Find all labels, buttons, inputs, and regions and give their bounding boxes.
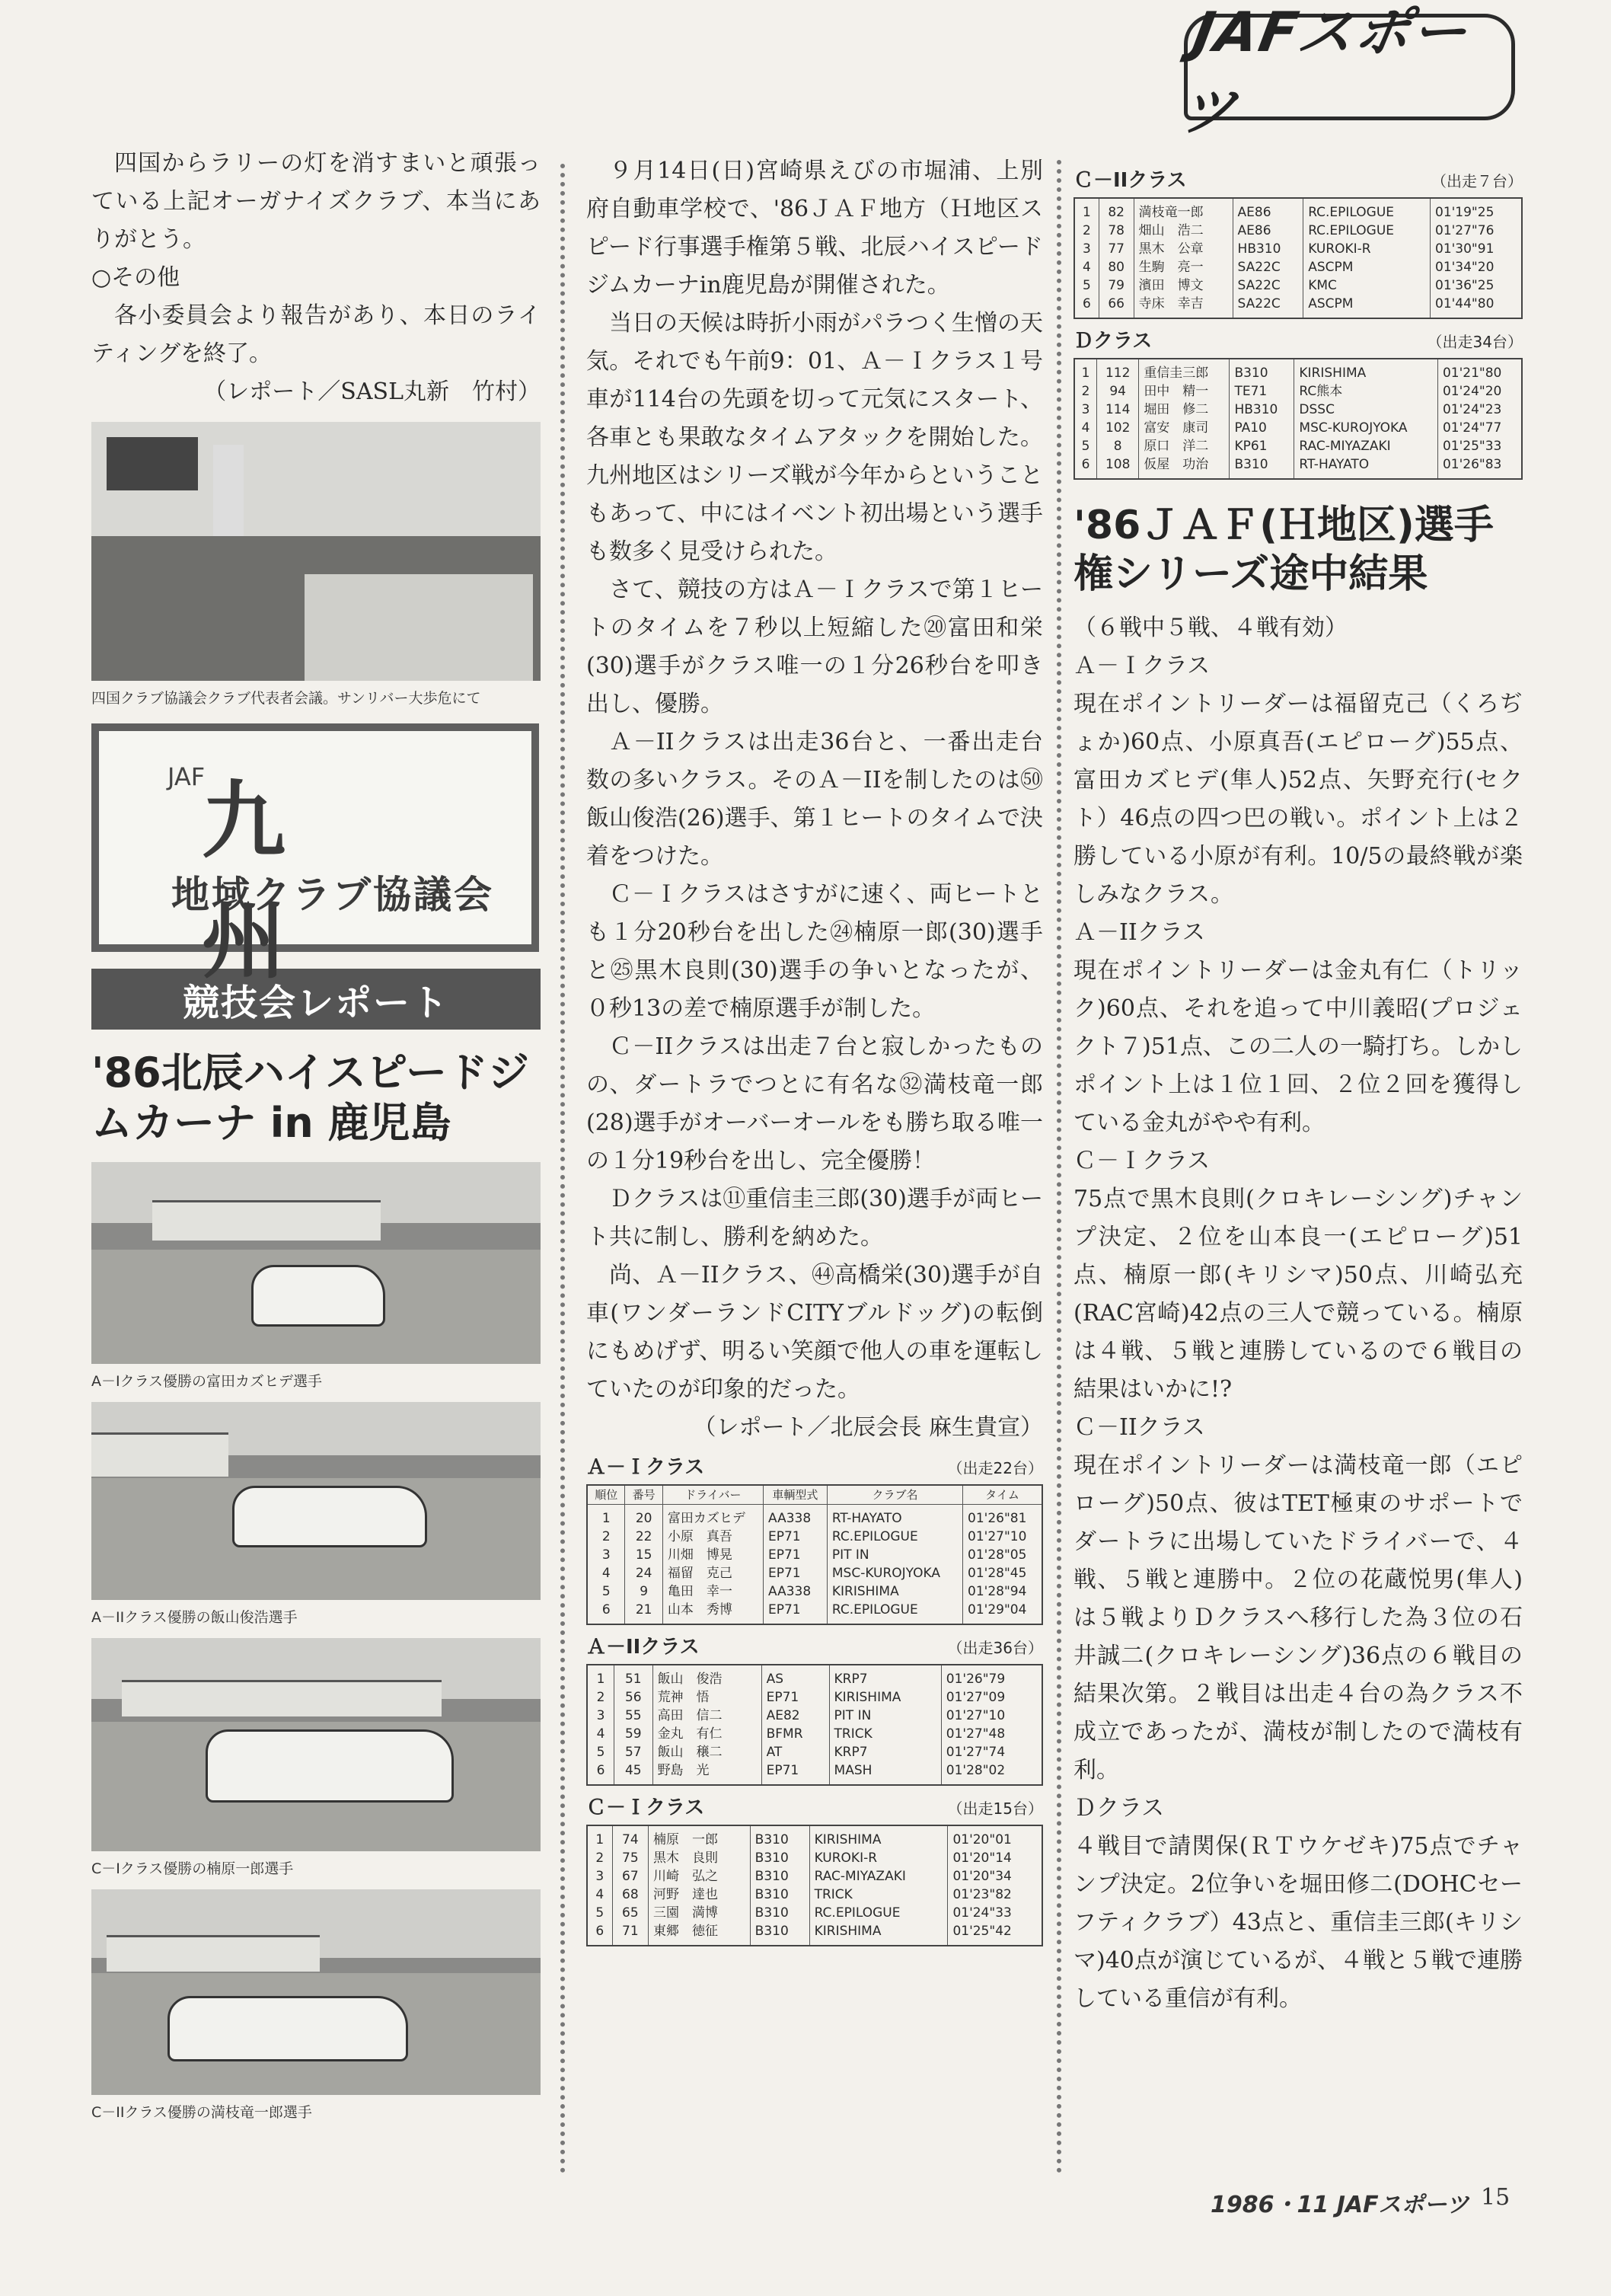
column-header: クラブ名	[827, 1485, 962, 1505]
results-table	[586, 1484, 1043, 1625]
table-cell: ASCPM	[1303, 295, 1431, 318]
table-cell: 9	[625, 1582, 662, 1601]
table-cell: HB310	[1230, 401, 1294, 419]
table-cell: 108	[1097, 455, 1139, 479]
table-cell: RC.EPILOGUE	[1303, 198, 1431, 222]
table-cell: 24	[625, 1564, 662, 1582]
table-cell: TRICK	[809, 1886, 948, 1904]
table-row	[1074, 455, 1522, 479]
table-title: Ｃ－Ｉクラス	[586, 1796, 705, 1819]
class-heading: Ｄクラス	[1073, 1795, 1165, 1822]
table-cell: 6	[1074, 455, 1097, 479]
table-cell: 6	[587, 1922, 612, 1946]
table-cell: RAC-MIYAZAKI	[809, 1867, 948, 1886]
series-headline: '86ＪＡＦ(Ｈ地区)選手権シリーズ途中結果	[1073, 503, 1494, 597]
kyushu-council-box	[91, 723, 539, 990]
table-cell: 112	[1097, 359, 1139, 382]
table-cell: 川崎 弘之	[648, 1867, 750, 1886]
table-cell: SA22C	[1233, 258, 1303, 276]
table-cell: RT-HAYATO	[827, 1505, 962, 1528]
kyushu-title: 九州	[202, 772, 377, 990]
table-cell: 01'27"10	[941, 1707, 1042, 1725]
table-row	[1074, 401, 1522, 419]
table-cell: 東郷 徳征	[648, 1922, 750, 1946]
table-cell: 01'26"79	[941, 1665, 1042, 1688]
table-cell: 57	[614, 1743, 653, 1761]
table-cell: 01'20"34	[948, 1867, 1042, 1886]
table-cell: RC.EPILOGUE	[827, 1528, 962, 1546]
table-cell: 66	[1099, 295, 1134, 318]
table-cell: 3	[587, 1867, 612, 1886]
table-title: Ａ－IIクラス	[586, 1636, 700, 1659]
paragraph: ９月14日(日)宮崎県えびの市堀浦、上別府自動車学校で、'86ＪＡＦ地方（Ｈ地区スピード行事選手権第５戦、北辰ハイスピードジムカーナin鹿児島が開催された。	[586, 158, 1043, 299]
table-cell: B310	[750, 1904, 809, 1922]
jaf-vertical-label: JAF	[167, 762, 206, 791]
table-cell: KRP7	[829, 1665, 941, 1688]
table-cell: RC.EPILOGUE	[827, 1601, 962, 1624]
table-row	[587, 1867, 1042, 1886]
table-cell: 01'26"83	[1437, 455, 1522, 479]
table-cell: 原口 洋二	[1139, 437, 1230, 455]
table-cell: RT-HAYATO	[1294, 455, 1438, 479]
table-cell: 福留 克己	[662, 1564, 763, 1582]
table-cell: 田中 精一	[1139, 382, 1230, 401]
right-column	[1073, 160, 1523, 2018]
table-cell: AE86	[1233, 222, 1303, 240]
table-cell: MSC-KUROJYOKA	[1294, 419, 1438, 437]
table-row	[1074, 258, 1522, 276]
class-heading: Ｃ－IIクラス	[1073, 1414, 1205, 1441]
table-cell: 65	[612, 1904, 648, 1922]
table-row	[587, 1922, 1042, 1946]
table-cell: 6	[587, 1761, 614, 1785]
paragraph: Ｄクラスは⑪重信圭三郎(30)選手が両ヒート共に制し、勝利を納めた。	[586, 1186, 1043, 1250]
table-cell: 01'24"23	[1437, 401, 1522, 419]
table-cell: 6	[587, 1601, 625, 1624]
table-cell: B310	[750, 1849, 809, 1867]
table-cell: 小原 真吾	[662, 1528, 763, 1546]
paragraph: Ａ－IIクラスは出走36台と、一番出走台数の多いクラス。そのＡ－IIを制したのは㊿飯山俊浩(26)選手、第１ヒートのタイムで決着をつけた。	[586, 729, 1043, 870]
table-cell: KIRISHIMA	[829, 1688, 941, 1707]
table-cell: 3	[587, 1546, 625, 1564]
table-cell: 1	[1074, 198, 1099, 222]
section-bar: 競技会レポート	[91, 969, 541, 1030]
paragraph: 75点で黒木良則(クロキレーシング)チャンプ決定、２位を山本良一(エピローグ)51点、楠原一郎(キリシマ)50点、川崎弘充(RAC宮崎)42点の三人で競っている。楠原は４戦、５戦と連勝しているので６戦目の結果はいかに!?	[1073, 1186, 1523, 1403]
table-cell: 01'29"04	[963, 1601, 1042, 1624]
table-cell: 01'19"25	[1431, 198, 1523, 222]
table-row	[587, 1743, 1042, 1761]
photo-caption: A－Iクラス優勝の富田カズヒデ選手	[91, 1373, 323, 1390]
race-photo-a2	[91, 1402, 541, 1600]
table-cell: B310	[750, 1825, 809, 1849]
table-cell: PIT IN	[827, 1546, 962, 1564]
table-cell: 富田カズヒデ	[662, 1505, 763, 1528]
table-cell: 15	[625, 1546, 662, 1564]
table-cell: 01'27"74	[941, 1743, 1042, 1761]
photo-caption: A－IIクラス優勝の飯山俊浩選手	[91, 1609, 298, 1626]
table-cell: RC.EPILOGUE	[809, 1904, 948, 1922]
table-cell: HB310	[1233, 240, 1303, 258]
article-headline: '86北辰ハイスピードジムカーナ in 鹿児島	[91, 1049, 529, 1147]
table-cell: 金丸 有仁	[652, 1725, 761, 1743]
paragraph: 現在ポイントリーダーは福留克己（くろぢょか)60点、小原真吾(エピローグ)55点、富田カズヒデ(隼人)52点、矢野充行(セクト）46点の四つ巴の戦い。ポイント上は２勝している小原が有利。10/5の最終戦が楽しみなクラス。	[1073, 691, 1523, 908]
table-row	[587, 1546, 1042, 1564]
table-title: Ｃ－IIクラス	[1073, 169, 1187, 192]
table-row	[1074, 419, 1522, 437]
table-cell: 5	[587, 1743, 614, 1761]
table-cell: 黒木 公章	[1134, 240, 1233, 258]
table-cell: 56	[614, 1688, 653, 1707]
table-cell: 3	[1074, 240, 1099, 258]
table-row	[587, 1688, 1042, 1707]
table-cell: 生駒 亮一	[1134, 258, 1233, 276]
middle-column	[586, 152, 1043, 1953]
table-cell: 78	[1099, 222, 1134, 240]
results-table-c2	[1073, 164, 1523, 319]
race-photo-a1	[91, 1162, 541, 1364]
table-cell: EP71	[763, 1601, 827, 1624]
table-row	[587, 1505, 1042, 1528]
table-cell: AE86	[1233, 198, 1303, 222]
table-cell: RC熊本	[1294, 382, 1438, 401]
table-cell: MSC-KUROJYOKA	[827, 1564, 962, 1582]
table-row	[1074, 222, 1522, 240]
photo-caption: 四国クラブ協議会クラブ代表者会議。サンリバー大歩危にて	[91, 690, 481, 707]
table-cell: PIT IN	[829, 1707, 941, 1725]
table-row	[587, 1825, 1042, 1849]
column-header: 順位	[587, 1485, 625, 1505]
table-title: Ａ－Ｉクラス	[586, 1456, 705, 1479]
class-heading: Ａ－Ｉクラス	[1073, 653, 1211, 679]
table-cell: 4	[587, 1886, 612, 1904]
paragraph: 現在ポイントリーダーは金丸有仁（トリック)60点、それを追って中川義昭(プロジェクト７)51点、この二人の一騎打ち。しかしポイント上は１位１回、２位２回を獲得している金丸がやや有利。	[1073, 957, 1523, 1136]
table-cell: 仮屋 功治	[1139, 455, 1230, 479]
table-cell: 114	[1097, 401, 1139, 419]
table-entry-count: （出走22台）	[947, 1459, 1043, 1477]
table-cell: 4	[587, 1564, 625, 1582]
table-cell: PA10	[1230, 419, 1294, 437]
table-cell: 畑山 浩二	[1134, 222, 1233, 240]
table-cell: 山本 秀博	[662, 1601, 763, 1624]
table-cell: 2	[1074, 382, 1097, 401]
table-cell: B310	[750, 1922, 809, 1946]
table-cell: ASCPM	[1303, 258, 1431, 276]
table-cell: 01'34"20	[1431, 258, 1523, 276]
table-cell: 5	[587, 1904, 612, 1922]
table-cell: RAC-MIYAZAKI	[1294, 437, 1438, 455]
table-cell: AS	[761, 1665, 829, 1688]
table-row	[587, 1707, 1042, 1725]
series-body	[1073, 609, 1523, 2018]
table-row	[1074, 276, 1522, 295]
table-cell: 荒神 悟	[652, 1688, 761, 1707]
table-cell: 51	[614, 1665, 653, 1688]
table-row	[1074, 437, 1522, 455]
table-cell: 01'23"82	[948, 1886, 1042, 1904]
table-cell: 6	[1074, 295, 1099, 318]
class-heading: Ｃ－Ｉクラス	[1073, 1148, 1211, 1174]
table-cell: 94	[1097, 382, 1139, 401]
article-body	[586, 152, 1043, 1447]
table-cell: 2	[587, 1849, 612, 1867]
table-row	[1074, 382, 1522, 401]
table-cell: KIRISHIMA	[809, 1922, 948, 1946]
table-cell: 01'28"02	[941, 1761, 1042, 1785]
table-cell: 01'28"05	[963, 1546, 1042, 1564]
results-table-d	[1073, 325, 1523, 480]
table-cell: 102	[1097, 419, 1139, 437]
table-cell: KUROKI-R	[1303, 240, 1431, 258]
table-cell: AA338	[763, 1505, 827, 1528]
page-number: 15	[1481, 2184, 1511, 2211]
table-row	[587, 1904, 1042, 1922]
table-cell: EP71	[761, 1688, 829, 1707]
column-header: 車輌型式	[763, 1485, 827, 1505]
table-cell: TE71	[1230, 382, 1294, 401]
race-photo-c1	[91, 1638, 541, 1851]
table-row	[587, 1886, 1042, 1904]
table-cell: 74	[612, 1825, 648, 1849]
table-cell: KRP7	[829, 1743, 941, 1761]
logo-text: JAFスポーツ	[1174, 0, 1474, 143]
table-cell: 01'21"80	[1437, 359, 1522, 382]
table-cell: 2	[587, 1528, 625, 1546]
results-table	[1073, 197, 1523, 319]
intro-text	[91, 145, 541, 411]
table-cell: 01'24"20	[1437, 382, 1522, 401]
table-cell: DSSC	[1294, 401, 1438, 419]
table-cell: 川畑 博晃	[662, 1546, 763, 1564]
table-cell: 68	[612, 1886, 648, 1904]
table-cell: 01'27"48	[941, 1725, 1042, 1743]
table-cell: 3	[587, 1707, 614, 1725]
table-cell: EP71	[763, 1546, 827, 1564]
paragraph: さて、競技の方はＡ－Ｉクラスで第１ヒートのタイムを７秒以上短縮した⑳富田和栄(30)選手がクラス唯一の１分26秒台を叩き出し、優勝。	[586, 576, 1043, 717]
table-entry-count: （出走15台）	[947, 1799, 1043, 1818]
paragraph: 現在ポイントリーダーは満枝竜一郎（エピローグ)50点、彼はTET極東のサポートでダートラに出場していたドライバーで、４戦、５戦と連勝中。２位の花蔵悦男(隼人)は５戦よりＤクラスへ移行した為３位の石井誠二(クロキレーシング)36点の６戦目の結果次第。２戦目は出走４台の為クラス不成立であったが、満枝が制したので満枝有利。	[1073, 1452, 1523, 1783]
table-cell: 富安 康司	[1139, 419, 1230, 437]
table-cell: EP71	[761, 1761, 829, 1785]
table-cell: 河野 達也	[648, 1886, 750, 1904]
results-table-a1	[586, 1451, 1043, 1625]
table-cell: 01'27"10	[963, 1528, 1042, 1546]
table-cell: 4	[1074, 258, 1099, 276]
table-cell: 1	[1074, 359, 1097, 382]
paragraph: 各小委員会より報告があり、本日のライティングを終了。	[91, 302, 541, 367]
table-cell: 1	[587, 1825, 612, 1849]
meeting-photo	[91, 422, 541, 681]
table-row	[1074, 359, 1522, 382]
table-row	[1074, 295, 1522, 318]
table-cell: 4	[1074, 419, 1097, 437]
table-row	[587, 1725, 1042, 1743]
table-row	[587, 1601, 1042, 1624]
table-cell: AE82	[761, 1707, 829, 1725]
column-header: 番号	[625, 1485, 662, 1505]
paragraph: （６戦中５戦、４戦有効）	[1073, 615, 1348, 641]
table-cell: 黒木 良則	[648, 1849, 750, 1867]
results-table	[1073, 358, 1523, 480]
paragraph: Ｃ－IIクラスは出走７台と寂しかったものの、ダートラでつとに有名な㉜満枝竜一郎(28)選手がオーバーオールをも勝ち取る唯一の１分19秒台を出し、完全優勝！	[586, 1033, 1043, 1174]
table-entry-count: （出走34台）	[1427, 333, 1523, 351]
issue-footer: 1986・11 JAFスポーツ	[1211, 2192, 1469, 2218]
table-cell: 01'20"14	[948, 1849, 1042, 1867]
table-cell: B310	[1230, 455, 1294, 479]
table-cell: 重信圭三郎	[1139, 359, 1230, 382]
table-title: Ｄクラス	[1073, 330, 1153, 353]
subheading: ○その他	[91, 264, 180, 291]
table-cell: 2	[587, 1688, 614, 1707]
paragraph: 四国からラリーの灯を消すまいと頑張っている上記オーガナイズクラブ、本当にありがとう。	[91, 150, 541, 253]
race-photo-c2	[91, 1889, 541, 2095]
table-cell: 寺床 幸吉	[1134, 295, 1233, 318]
results-table-a2	[586, 1631, 1043, 1786]
table-cell: B310	[750, 1886, 809, 1904]
table-cell: KMC	[1303, 276, 1431, 295]
photo-caption: C－Iクラス優勝の楠原一郎選手	[91, 1860, 294, 1877]
table-cell: KIRISHIMA	[809, 1825, 948, 1849]
table-cell: MASH	[829, 1761, 941, 1785]
jaf-sports-logo	[1174, 0, 1515, 143]
table-row	[587, 1528, 1042, 1546]
table-cell: 01'24"33	[948, 1904, 1042, 1922]
table-cell: 高田 信二	[652, 1707, 761, 1725]
column-header: ドライバー	[662, 1485, 763, 1505]
table-row	[587, 1665, 1042, 1688]
table-cell: 3	[1074, 401, 1097, 419]
table-cell: B310	[750, 1867, 809, 1886]
table-cell: 01'27"09	[941, 1688, 1042, 1707]
table-cell: 71	[612, 1922, 648, 1946]
table-cell: SA22C	[1233, 276, 1303, 295]
table-cell: 4	[587, 1725, 614, 1743]
table-cell: TRICK	[829, 1725, 941, 1743]
table-row	[587, 1761, 1042, 1785]
table-cell: 1	[587, 1505, 625, 1528]
table-cell: 8	[1097, 437, 1139, 455]
results-table	[586, 1664, 1043, 1786]
table-cell: 55	[614, 1707, 653, 1725]
table-cell: 01'25"33	[1437, 437, 1522, 455]
column-divider	[560, 164, 565, 2174]
table-row	[587, 1582, 1042, 1601]
table-cell: 飯山 俊浩	[652, 1665, 761, 1688]
paragraph: 尚、Ａ－IIクラス、㊹高橋栄(30)選手が自車(ワンダーランドCITYブルドッグ)の転倒にもめげず、明るい笑顔で他人の車を運転していたのが印象的だった。	[586, 1262, 1043, 1403]
table-cell: 22	[625, 1528, 662, 1546]
table-entry-count: （出走７台）	[1431, 172, 1523, 190]
table-cell: 飯山 穣二	[652, 1743, 761, 1761]
table-cell: 01'27"76	[1431, 222, 1523, 240]
table-cell: 75	[612, 1849, 648, 1867]
table-cell: 01'24"77	[1437, 419, 1522, 437]
table-cell: 45	[614, 1761, 653, 1785]
results-table	[586, 1825, 1043, 1946]
paragraph: ４戦目で請関保(ＲＴウケゼキ)75点でチャンプ決定。2位争いを堀田修二(DOHCセーフティクラブ）43点と、重信圭三郎(キリシマ)40点が演じているが、４戦と５戦で連勝している重信が有利。	[1073, 1833, 1523, 2012]
table-cell: 80	[1099, 258, 1134, 276]
table-cell: 20	[625, 1505, 662, 1528]
table-cell: 01'20"01	[948, 1825, 1042, 1849]
table-row	[1074, 240, 1522, 258]
table-cell: BFMR	[761, 1725, 829, 1743]
table-cell: KP61	[1230, 437, 1294, 455]
paragraph: 当日の天候は時折小雨がパラつく生憎の天気。それでも午前9：01、Ａ－Ｉクラス１号車が114台の先頭を切って元気にスタート、各車とも果敢なタイムアタックを開始した。九州地区はシリーズ戦が今年からということもあって、中にはイベント初出場という選手も数多く見受けられた。	[586, 310, 1043, 565]
column-divider	[1057, 160, 1061, 2174]
table-cell: 濱田 博文	[1134, 276, 1233, 295]
table-cell: 5	[1074, 437, 1097, 455]
table-cell: KIRISHIMA	[1294, 359, 1438, 382]
table-cell: 79	[1099, 276, 1134, 295]
table-entry-count: （出走36台）	[947, 1639, 1043, 1657]
table-cell: 野島 光	[652, 1761, 761, 1785]
results-table-c1	[586, 1792, 1043, 1946]
table-cell: 21	[625, 1601, 662, 1624]
table-cell: AT	[761, 1743, 829, 1761]
table-cell: 01'44"80	[1431, 295, 1523, 318]
table-cell: 59	[614, 1725, 653, 1743]
kyushu-subtitle: 地域クラブ協議会	[171, 873, 494, 917]
table-cell: 01'28"94	[963, 1582, 1042, 1601]
table-cell: KIRISHIMA	[827, 1582, 962, 1601]
table-cell: 01'28"45	[963, 1564, 1042, 1582]
table-cell: RC.EPILOGUE	[1303, 222, 1431, 240]
table-row	[587, 1564, 1042, 1582]
table-cell: 亀田 幸一	[662, 1582, 763, 1601]
column-header: タイム	[963, 1485, 1042, 1505]
table-cell: 三園 満博	[648, 1904, 750, 1922]
table-cell: 満枝竜一郎	[1134, 198, 1233, 222]
table-cell: 1	[587, 1665, 614, 1688]
table-cell: EP71	[763, 1528, 827, 1546]
table-cell: 2	[1074, 222, 1099, 240]
table-cell: 67	[612, 1867, 648, 1886]
table-cell: KUROKI-R	[809, 1849, 948, 1867]
report-credit: （レポート／北辰会長 麻生貴宣）	[693, 1414, 1043, 1441]
table-cell: 01'26"81	[963, 1505, 1042, 1528]
table-cell: 01'25"42	[948, 1922, 1042, 1946]
table-cell: 82	[1099, 198, 1134, 222]
paragraph: Ｃ－Ｉクラスはさすがに速く、両ヒートとも１分20秒台を出した㉔楠原一郎(30)選手と㉕黒木良則(30)選手の争いとなったが、０秒13の差で楠原選手が制した。	[586, 881, 1043, 1022]
table-cell: 01'30"91	[1431, 240, 1523, 258]
table-cell: 77	[1099, 240, 1134, 258]
class-heading: Ａ－IIクラス	[1073, 919, 1205, 946]
table-cell: 01'36"25	[1431, 276, 1523, 295]
table-cell: 5	[1074, 276, 1099, 295]
photo-caption: C－IIクラス優勝の満枝竜一郎選手	[91, 2104, 312, 2121]
table-cell: SA22C	[1233, 295, 1303, 318]
left-column	[91, 145, 541, 2133]
table-cell: 堀田 修二	[1139, 401, 1230, 419]
table-cell: 5	[587, 1582, 625, 1601]
table-cell: EP71	[763, 1564, 827, 1582]
table-cell: AA338	[763, 1582, 827, 1601]
table-cell: 楠原 一郎	[648, 1825, 750, 1849]
table-row	[587, 1849, 1042, 1867]
table-row	[1074, 198, 1522, 222]
table-cell: B310	[1230, 359, 1294, 382]
report-credit: （レポート／SASL丸新 竹村）	[203, 378, 541, 405]
